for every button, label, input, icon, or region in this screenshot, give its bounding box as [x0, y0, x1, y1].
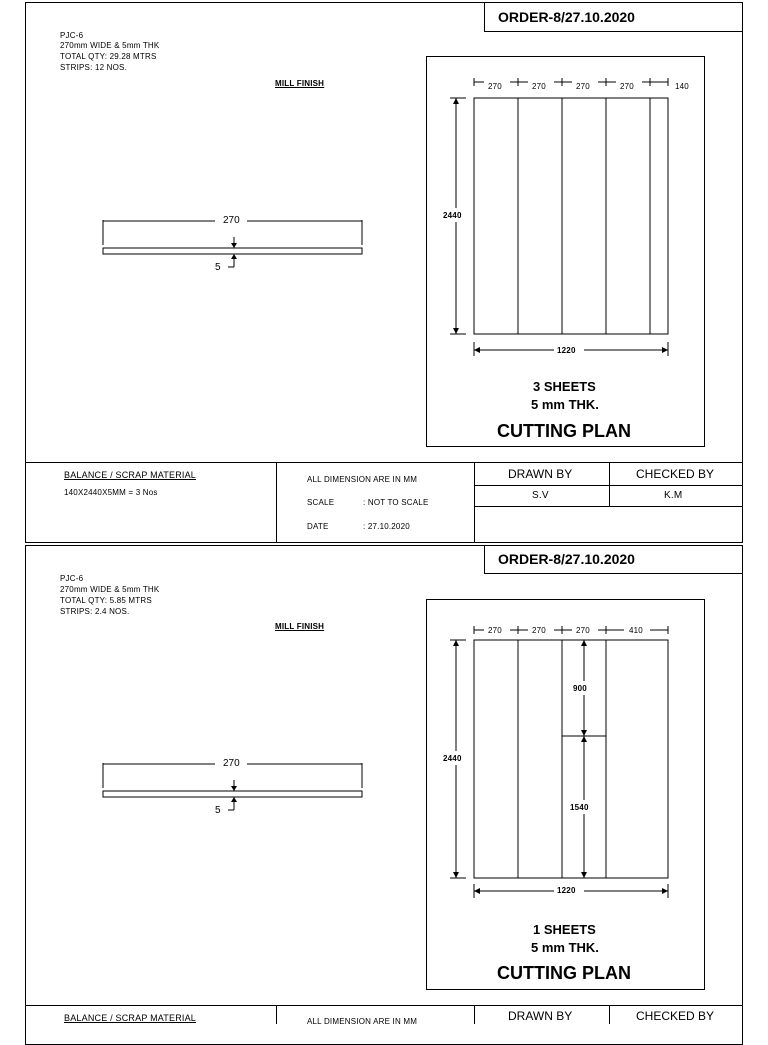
section-thk-label: 5: [215, 262, 221, 273]
cutting-plan-drawing-2: [426, 599, 705, 909]
info-line-2: 270mm WIDE & 5mm THK: [60, 41, 160, 50]
plan-thickness: 5 mm THK.: [531, 397, 599, 412]
title-block-div-3: [609, 462, 610, 506]
finish-label-2: MILL FINISH: [275, 622, 325, 631]
info-line-2-2: 270mm WIDE & 5mm THK: [60, 585, 160, 594]
plan-height-dim-2: 2440: [443, 754, 462, 763]
balance-title-2: BALANCE / SCRAP MATERIAL: [64, 1013, 197, 1023]
plan-top-dim-4-2: 410: [629, 626, 643, 635]
title-block-top: [25, 462, 743, 463]
plan-width-dim-2: 1220: [557, 886, 576, 895]
plan-cut-bottom-dim: 1540: [570, 803, 589, 812]
drawn-by-value: S.V: [532, 490, 549, 501]
title-block-div-3-2: [609, 1005, 610, 1024]
balance-value: 140X2440X5MM = 3 Nos: [64, 488, 158, 497]
title-block-top-2: [25, 1005, 743, 1006]
all-dim-note: ALL DIMENSION ARE IN MM: [307, 475, 418, 484]
info-line-3-2: TOTAL QTY: 5.85 MTRS: [60, 596, 152, 605]
balance-title: BALANCE / SCRAP MATERIAL: [64, 470, 197, 480]
finish-label: MILL FINISH: [275, 79, 325, 88]
title-block-row-1: [474, 485, 743, 486]
scale-value: : NOT TO SCALE: [363, 498, 429, 507]
all-dim-note-2: ALL DIMENSION ARE IN MM: [307, 1017, 418, 1026]
title-block-div-1-2: [276, 1005, 277, 1024]
info-line-4-2: STRIPS: 2.4 NOS.: [60, 607, 130, 616]
section-thk-label-2: 5: [215, 805, 221, 816]
plan-sheets-2: 1 SHEETS: [533, 922, 596, 937]
drawn-by-label: DRAWN BY: [508, 467, 573, 481]
checked-by-label: CHECKED BY: [636, 467, 715, 481]
info-line-1-2: PJC-6: [60, 574, 84, 583]
order-box-left: [484, 2, 485, 31]
order-title-2: ORDER-8/27.10.2020: [498, 551, 635, 567]
plan-height-dim: 2440: [443, 211, 462, 220]
plan-cut-top-dim: 900: [573, 684, 587, 693]
title-block-row-2: [474, 506, 743, 507]
date-value: : 27.10.2020: [363, 522, 410, 531]
title-block-div-1: [276, 462, 277, 543]
plan-title-2: CUTTING PLAN: [497, 963, 631, 983]
plan-top-dim-2: 270: [532, 82, 546, 91]
plan-top-dim-1: 270: [488, 82, 502, 91]
order-title: ORDER-8/27.10.2020: [498, 9, 635, 25]
plan-top-dim-4: 270: [620, 82, 634, 91]
title-block-div-2-2: [474, 1005, 475, 1024]
plan-title: CUTTING PLAN: [497, 421, 631, 441]
checked-by-value: K.M: [664, 490, 683, 501]
plan-top-dim-3-2: 270: [576, 626, 590, 635]
order-box-left-2: [484, 545, 485, 573]
checked-by-label-2: CHECKED BY: [636, 1009, 715, 1023]
order-box-bottom-2: [484, 573, 743, 574]
scale-label: SCALE: [307, 498, 335, 507]
plan-top-dim-3: 270: [576, 82, 590, 91]
date-label: DATE: [307, 522, 329, 531]
title-block-div-2: [474, 462, 475, 543]
drawn-by-label-2: DRAWN BY: [508, 1009, 573, 1023]
section-width-label: 270: [223, 215, 240, 226]
info-line-1: PJC-6: [60, 31, 84, 40]
order-box-bottom: [484, 31, 743, 32]
cutting-plan-drawing: [426, 56, 705, 366]
plan-sheets: 3 SHEETS: [533, 379, 596, 394]
plan-top-dim-5: 140: [675, 82, 689, 91]
section-width-label-2: 270: [223, 758, 240, 769]
info-line-4: STRIPS: 12 NOS.: [60, 63, 128, 72]
plan-top-dim-1-2: 270: [488, 626, 502, 635]
plan-thickness-2: 5 mm THK.: [531, 940, 599, 955]
plan-width-dim: 1220: [557, 346, 576, 355]
plan-top-dim-2-2: 270: [532, 626, 546, 635]
info-line-3: TOTAL QTY: 29.28 MTRS: [60, 52, 157, 61]
